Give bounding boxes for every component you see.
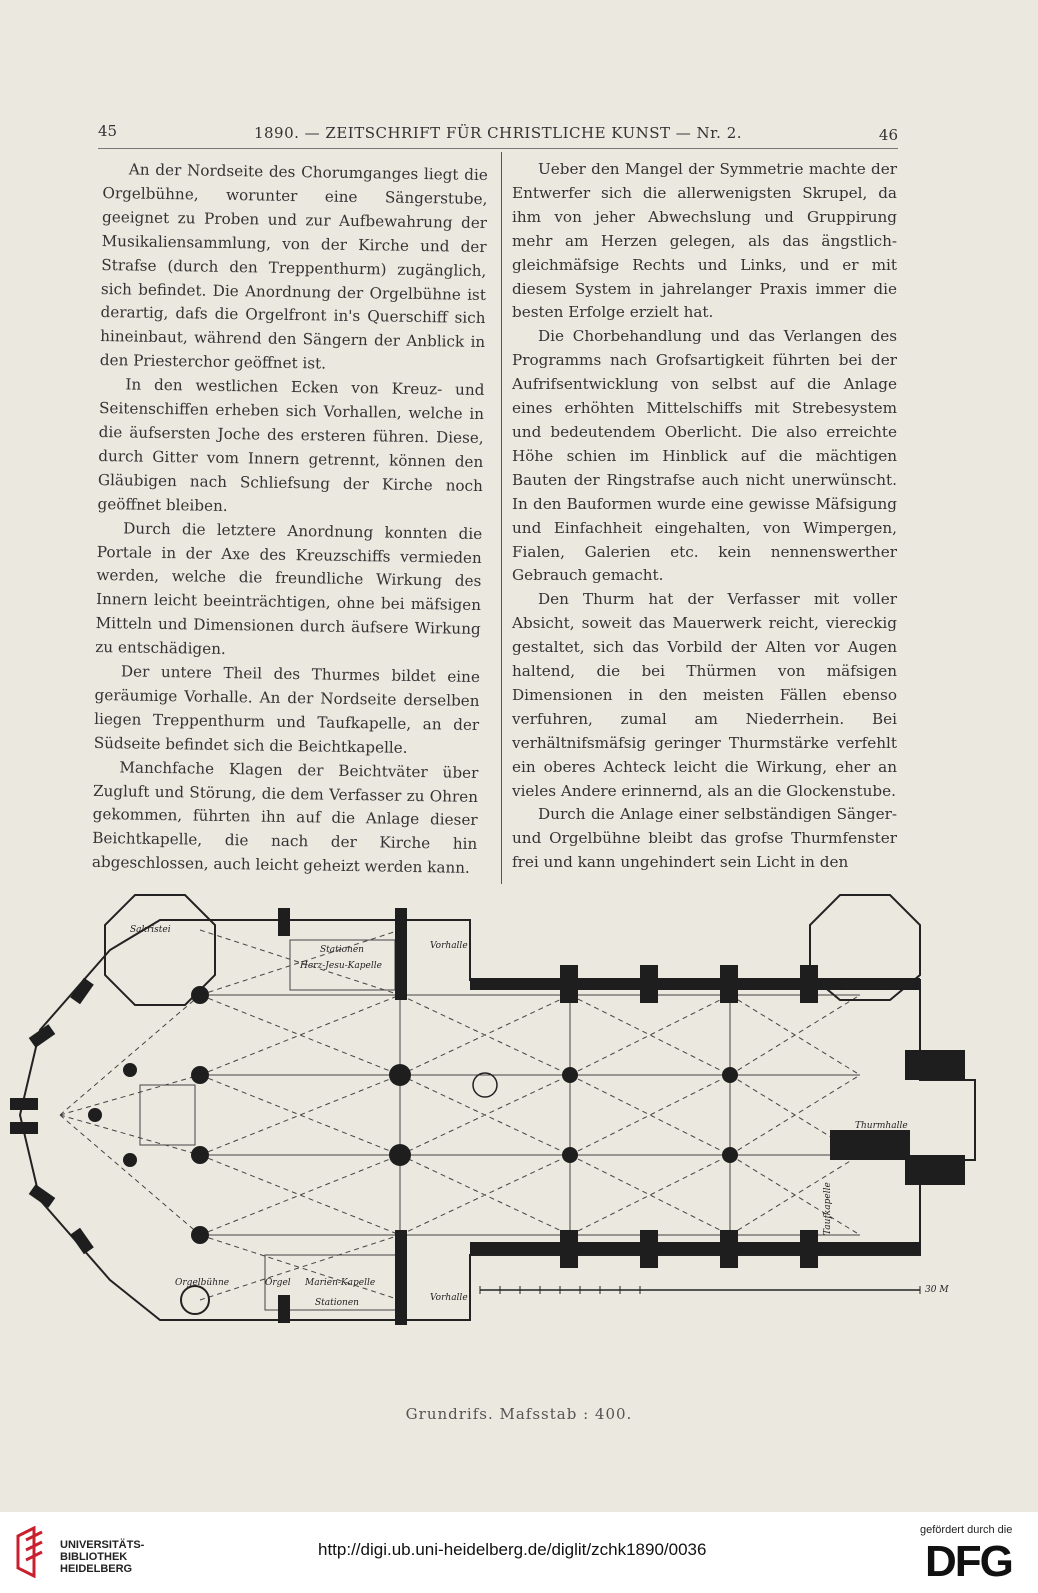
label-stationen-top: Stationen <box>320 945 364 955</box>
paragraph: Die Chorbehandlung und das Verlangen des Programms nach Grofsartigkeit führten bei der Aufrifsentwicklung von selbst auf die Anlage eines erhöhten Mittelschiffs mit Strebesystem und bedeutendem Oberlicht. Die also erreichte Höhe schien im Hinblick auf die mächtigen Bauten der Ringstrafse auch nicht unerwünscht. In den Bauformen wurde eine gewisse Mäfsigung und Einfachheit eingehalten, von Wimpergen, Fialen, Galerien etc. kein nennenswerther Gebrauch gemacht. <box>512 327 897 585</box>
paragraph: Der untere Theil des Thurmes bildet eine geräumige Vorhalle. An der Nordseite derselben liegen Treppenthurm und Taufkapelle, an der Südseite befindet sich die Beichtkapelle. <box>93 662 481 757</box>
label-vorhalle-top: Vorhalle <box>430 941 468 951</box>
journal-title: 1890. — ZEITSCHRIFT FÜR CHRISTLICHE KUNST — Nr. 2. <box>253 124 743 142</box>
header-rule <box>98 148 898 149</box>
page-number-right: 46 <box>878 126 898 144</box>
church-floor-plan <box>0 890 1000 1330</box>
permalink[interactable]: http://digi.ub.uni-heidelberg.de/diglit/zchk1890/0036 <box>318 1540 707 1559</box>
label-taufkapelle: Taufkapelle <box>823 1182 833 1235</box>
label-herz-jesu: Herz-Jesu-Kapelle <box>300 961 382 971</box>
label-stationen-bottom: Stationen <box>315 1298 359 1308</box>
scale-end-label: 30 M <box>925 1285 949 1295</box>
page-number-left: 45 <box>98 122 118 140</box>
label-beichtkapelle: Beichtkapelle <box>845 981 908 991</box>
paragraph: An der Nordseite des Chorumganges liegt die Orgelbühne, worunter eine Sängerstube, geeignet zu Proben und zur Aufbewahrung der Musikaliensammlung, von der Kirche und der Strafse (durch den Treppenthurm) zugänglich, sich befindet. Die Anordnung der Orgelbühne ist derartig, dafs die Orgelfront in's Querschiff sich hineinbaut, während den Sängern der Anblick in den Priesterchor geöffnet ist. <box>99 160 488 373</box>
label-thurmhalle: Thurmhalle <box>855 1121 908 1131</box>
column-rule <box>501 152 502 884</box>
label-orgel: Orgel <box>265 1278 291 1288</box>
library-name: UNIVERSITÄTS- BIBLIOTHEK HEIDELBERG <box>60 1539 145 1575</box>
label-vorhalle-bottom: Vorhalle <box>430 1293 468 1303</box>
paragraph: In den westlichen Ecken von Kreuz- und Seitenschiffen erheben sich Vorhallen, welche in die äufsersten Joche des ersteren führen. Diese, durch Gitter vom Innern getrennt, können den Gläubigen nach Schliefsung der Kirche noch geöffnet bleiben. <box>97 375 485 515</box>
label-marien: Marien-Kapelle <box>305 1278 376 1288</box>
digitization-footer <box>0 1512 1038 1593</box>
label-orgelbuehne: Orgelbühne <box>175 1278 230 1288</box>
figure-caption: Grundrifs. Mafsstab : 400. <box>405 1405 633 1423</box>
library-logo-icon <box>14 1526 50 1578</box>
right-column <box>512 158 897 875</box>
label-sakristei: Sakristei <box>130 925 171 935</box>
funded-by-label: gefördert durch die <box>920 1524 1013 1536</box>
paragraph: Ueber den Mangel der Symmetrie machte der Entwerfer sich die allerwenigsten Skrupel, da ihm von jeher Abwechslung und Gruppirung mehr am Herzen gelegen, als das ängstlich-gleichmäfsige Rechts und Links, und er mit diesem System in jahrelanger Praxis immer die besten Erfolge erzielt hat. <box>512 160 897 322</box>
paragraph: Manchfache Klagen der Beichtväter über Zugluft und Störung, die dem Verfasser zu Ohren gekommen, führten ihn auf die Anlage dieser Beichtkapelle, die nach der Kirche hin abgeschlossen, auch leicht geheizt werden kann. <box>91 757 479 878</box>
dfg-logo: DFG <box>925 1537 1012 1586</box>
left-column <box>92 158 488 881</box>
paragraph: Durch die Anlage einer selbständigen Sänger- und Orgelbühne bleibt das grofse Thurmfenster frei und kann ungehindert sein Licht in den <box>512 805 897 872</box>
paragraph: Durch die letztere Anordnung konnten die Portale in der Axe des Kreuzschiffs vermieden werden, welche die freundliche Wirkung des Innern leicht beeinträchtigen, ohne bei mäfsigen Mitteln und Dimensionen durch äufsere Wirkung zu entschädigen. <box>95 518 483 659</box>
paragraph: Den Thurm hat der Verfasser mit voller Absicht, soweit das Mauerwerk reicht, viereckig gestaltet, sich das Vorbild der Alten vor Augen haltend, die bei Thürmen von mäfsigen Dimensionen in den meisten Fällen ebenso verfuhren, zumal am Niederrhein. Bei verhältnifsmäfsig geringer Thurmstärke verfehlt ein oberes Achteck leicht die Wirkung, eher an vieles Andere erinnernd, als an die Glockenstube. <box>512 590 897 800</box>
